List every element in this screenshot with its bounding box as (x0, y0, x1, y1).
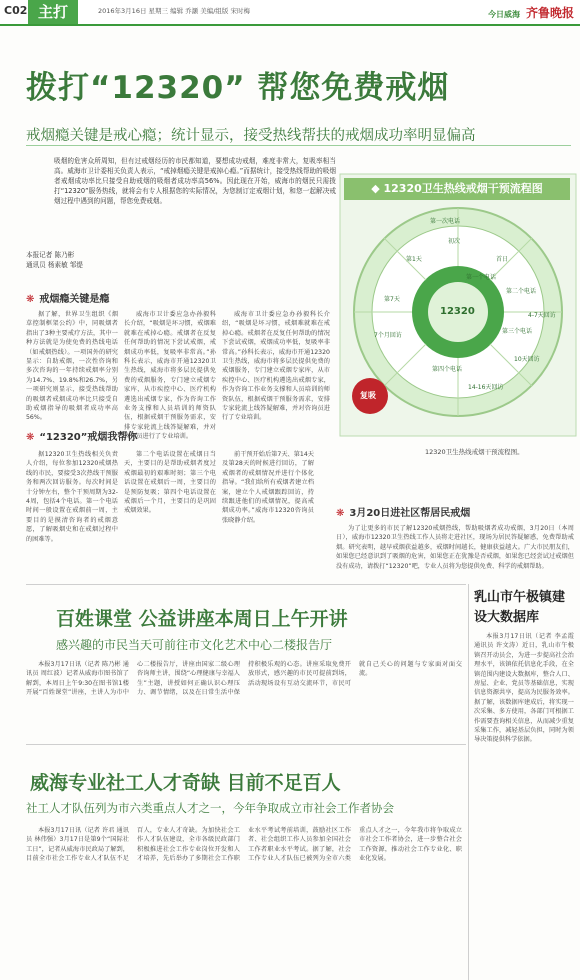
flow-chart-caption: 12320卫生热线戒烟干预流程图。 (425, 448, 524, 456)
flow-step: 首日 (496, 256, 509, 263)
section-tab: 主打 (28, 0, 78, 24)
article-column: 第二个电话设置在戒烟日当天，主要目的是帮助戒烟者度过戒烟最初的艰难时刻；第三个电话设置在戒烟后一周，主要目的是预防复吸；第四个电话设置在戒烟后一个月，主要目的是巩固戒烟效果。 (124, 451, 216, 515)
flow-center: 12320 (440, 306, 475, 317)
flow-step: 第一次电话 (430, 218, 461, 225)
date-line: 2016年3月16日 星期三 编辑 乔灏 美编/组版 宋时梅 (98, 7, 250, 15)
lead-paragraph: 吸烟的危害众所周知，但有过戒烟经历的市民都知道，要想成功戒烟，难度非常大，复吸率相当高。威海市卫计委相关负责人表示，“戒掉烟瘾关键是戒掉心瘾。”而据统计，接受热线帮助的吸烟者戒烟成功率比只接受自助戒烟的吸烟者成功率高56%。因此现在开始，威海市的烟民只需拨打“12320”服务热线，就将会有专人根据您的实际情况，为您制订定戒烟计划，和您一起解决戒烟过程中遇到的问题，帮您免费戒烟。 (54, 157, 336, 205)
story3-subhead: 社工人才队伍列为市六类重点人才之一，今年争取成立市社会工作者协会 (26, 801, 394, 815)
flow-step: 14-16天回访 (468, 384, 504, 391)
flow-step: 第三个电话 (502, 328, 533, 335)
flow-step: 第二个电话 (506, 288, 537, 295)
flow-step: 第一个电话 (466, 274, 497, 281)
flow-step: 第四个电话 (432, 366, 463, 373)
article-column: 据12320卫生热线相关负责人介绍，每位参加12320戒烟热线的市民，要接受3次热线干预服务和两次回访服务。每次时间是十分钟左右，整个干预周期为32-4周，包括4个电话。第一个电话时间一般设置在戒烟前一周，主要目的是摸清咨询者的戒烟意愿，了解吸烟史和在戒烟过程中的困难等。 (26, 451, 118, 543)
flow-badge: 复吸 (360, 391, 376, 400)
sidebar-body: 本报3月17日讯（记者 李孟霞 通讯员 许文涛）近日，乳山市午极镇召开动员会，为进一步提高社会治理水平，该镇依托信息化手段，在全镇范围内建设大数据库，整合人口、房屋、企业、党员等基础信息，实现信息资源共享，提高为民服务效率。据了解，该数据库建成后，将实现一次采集、多方使用，各部门可根据工作需要查询相关信息，从而减少重复采集工作，减轻基层负担，同时为领导决策提供科学依据。 (474, 633, 574, 744)
story2-subhead: 感兴趣的市民当天可前往市文化艺术中心二楼报告厅 (56, 638, 333, 652)
article-column: 为了让更多的市民了解12320戒烟热线，帮助吸烟者成功戒烟，3月20日（本周日），威海市12320卫生热线工作人员将走进社区，现场为居民答疑解惑，免费帮助戒烟。研究表明，越早戒烟获益越多，戒烟时间越长，健康获益越大。广大市民朋友们，如果您已经意识到了吸烟的危害，如果您正在犹豫是否戒烟，如果您已经尝试过戒烟但没有成功，请拨打“12320”吧，专业人员将为您提供免费、科学的戒烟帮助。 (336, 525, 574, 570)
brand-small: 今日威海 (487, 10, 520, 19)
sidebar-headline: 乳山市午极镇建设大数据库 (474, 590, 566, 625)
article-column: 前干预开始后第7天、第14天及第28天的时候进行回访，了解戒烟者的戒烟情况并进行个体化指导。“我们给所有戒烟者建立档案，建立个人戒烟跟踪回访，持续跟进他们的戒烟情况，提高戒烟成功率。”威海市12320咨询员张晓静介绍。 (222, 451, 314, 524)
column-divider (468, 584, 469, 980)
brand-name: 齐鲁晚报 (525, 6, 574, 20)
main-headline: 拨打“12320” 帮您免费戒烟 (26, 70, 450, 106)
divider (26, 145, 571, 146)
byline: 本报记者 陈乃彬 通讯员 杨素敏 邹缇 (26, 251, 83, 269)
story2-headline: 百姓课堂 公益讲座本周日上午开讲 (56, 608, 348, 630)
flow-step: 7个月回访 (374, 332, 402, 339)
flow-step: 4-7天回访 (528, 312, 556, 319)
star-icon: ❋ (26, 294, 35, 305)
divider (26, 584, 466, 585)
flow-chart-title: ◆ 12320卫生热线戒烟干预流程图 (344, 178, 570, 200)
star-icon: ❋ (336, 508, 345, 519)
story3-headline: 威海专业社工人才奇缺 目前不足百人 (30, 772, 341, 794)
article-column: 威海市卫计委应急办孙毅科长介绍，“吸烟是坏习惯，戒烟难就难在戒掉心瘾。戒烟者在反复任何帮助的情况下尝试戒烟，戒烟成功率低，复吸率非常高。”孙科长表示，威海市开通12320卫生热线，威海市将多层民提供免费的戒烟服务，专门建立戒烟专家库，从市疾控中心、医疗机构遴选出戒烟专家，作为咨询工作业务支撑和人员培训的师资队伍，根据戒烟干预服务需求，安排专家轮流上线答疑解难，并对咨询员进行了专业培训。 (222, 311, 330, 422)
section-heading-1: ❋ 戒烟瘾关键是瘾 (26, 294, 110, 305)
masthead (0, 0, 580, 26)
story3-body: 本报3月17日讯（记者 许君 通讯员 林伟强）3月17日是第9个“国际社工日”，记者从威海市民政局了解到，目前全市社会工作专业人才队伍不足百人，专业人才奇缺。为加快社会工作人才队伍建设，全市各级民政部门积极推进社会工作专业岗位开发和人才培养，先后举办了多期社会工作职业水平考试考前培训，鼓励社区工作者、社会组织工作人员参加全国社会工作者职业水平考试。据了解，社会工作专业人才队伍已被列为全市六类重点人才之一，今年我市将争取成立市社会工作者协会，进一步整合社会工作资源，推动社会工作专业化、职业化发展。 (26, 827, 462, 863)
divider (26, 744, 466, 745)
flow-step: 第1天 (406, 256, 422, 263)
page-number: C02 (4, 4, 28, 17)
article-column: 据了解，世界卫生组织《烟草控制框架公约》中，同吸烟者指出了3种主要戒疗方法，其中一种方法就是为使免费的热线电话（如戒烟热线）。一项国外的研究显示：自助戒烟，一次性咨询和多次咨询的一年持续戒烟率分别为14.7%、19.8%和26.7%，另一项研究则显示，接受热线帮助的吸烟者戒烟成功率比只接受自助戒烟指导的吸烟者成功率高56%。 (26, 311, 118, 422)
flow-step: 初次 (448, 238, 461, 245)
star-icon: ❋ (26, 432, 35, 443)
section-heading-2: ❋ “12320”戒烟我帮你 (26, 432, 138, 443)
flow-step: 10天回访 (514, 356, 540, 363)
main-subhead: 戒烟瘾关键是戒心瘾；统计显示，接受热线帮扶的戒烟成功率明显偏高 (26, 128, 476, 144)
flow-step: 第7天 (384, 296, 400, 303)
story2-body: 本报3月17日讯（记者 陈乃彬 通讯员 周红波）记者从威海市图书馆了解到，本周日上午9:30在图书馆1楼开展“百姓课堂”讲座，主讲人为市中心二楼报告厅，讲座由国家二级心理咨询师主讲，围绕“心理健康与幸福人生”主题，讲授如何正确认识心理压力、调节情绪，以及在日常生活中保持积极乐观的心态。讲座采取免费开放形式，感兴趣的市民可提前到场，活动现场设有互动交流环节，市民可就自己关心的问题与专家面对面交流。 (26, 661, 462, 697)
brand-logo (488, 4, 574, 21)
section-heading-3: ❋ 3月20日进社区帮居民戒烟 (336, 508, 471, 519)
article-column: 威海市卫计委应急办孙毅科长介绍，“吸烟是坏习惯，戒烟难就难在戒掉心瘾。戒烟者在反复任何帮助的情况下尝试戒烟，戒烟成功率低，复吸率非常高。”孙科长表示，威海市开通12320卫生热线，威海市将多层民提供免费的戒烟服务，专门建立戒烟专家库，从市疾控中心、医疗机构遴选出戒烟专家，作为咨询工作业务支撑和人员培训的师资队伍，根据戒烟干预服务需求，安排专家轮流上线答疑解难，并对咨询员进行了专业培训。 (124, 311, 216, 441)
